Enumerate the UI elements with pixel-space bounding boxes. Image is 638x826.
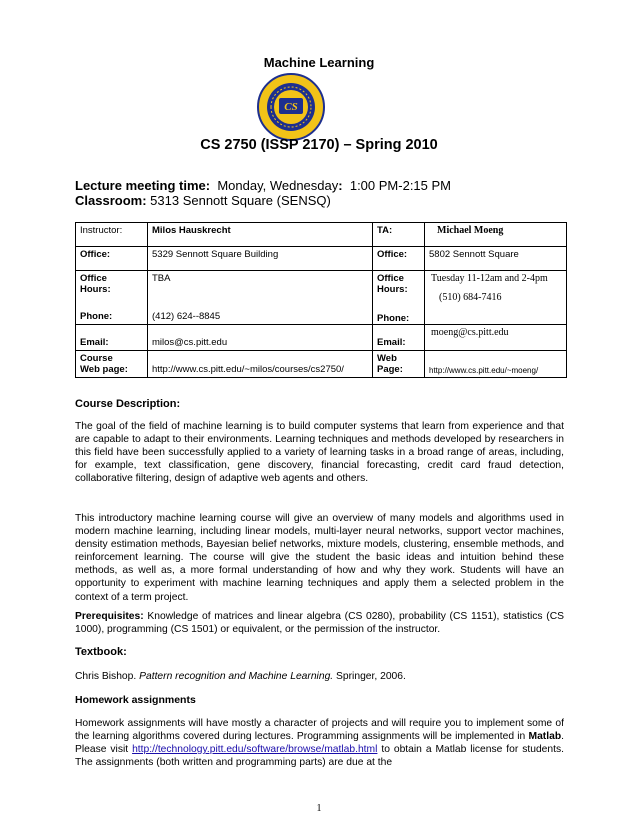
- ta-hours-label-1: Office: [377, 273, 404, 284]
- prerequisites-label: Prerequisites:: [75, 611, 144, 622]
- hours-label-2: Hours:: [80, 284, 111, 295]
- ta-email: moeng@cs.pitt.edu: [425, 325, 567, 351]
- course-web-label-1: Course: [80, 353, 113, 364]
- description-heading: Course Description:: [75, 398, 181, 410]
- page-number: 1: [316, 803, 322, 814]
- ta-phone: (510) 684-7416: [439, 292, 502, 303]
- homework-paragraph: [75, 717, 564, 769]
- ta-hours-label-2: Hours:: [377, 284, 408, 295]
- instructor-label: Instructor:: [76, 223, 148, 247]
- ta-hours-phone: [425, 271, 567, 325]
- university-seal-logo: [257, 73, 325, 141]
- instructor-web-link[interactable]: http://www.cs.pitt.edu/~milos/courses/cs2750/: [148, 351, 373, 378]
- email-label: Email:: [76, 325, 148, 351]
- description-paragraph-1: The goal of the field of machine learning is to build computer systems that learn from experience and that are capable to adapt to their environments. Learning techniques and methods developed by researchers in this field have been successfully applied to a variety of learning tasks in a broad range of areas, including, for example, text classification, gene discovery, financial forecasting, credit card fraud detection, collaborative filtering, design of adaptive web agents and others.: [75, 421, 564, 485]
- instructor-phone: (412) 624--8845: [152, 311, 221, 322]
- ta-hours-phone-labels: [373, 271, 425, 325]
- homework-text-b: . Please visit: [75, 731, 564, 756]
- ta-name: Michael Moeng: [425, 223, 567, 247]
- lecture-label: Lecture meeting time:: [75, 178, 211, 193]
- prerequisites: [75, 610, 564, 636]
- prerequisites-text: Knowledge of matrices and linear algebra (CS 0280), probability (CS 1151), statistics (CS 1000), programming (CS 1501) or equivalent, or the permission of the instructor.: [75, 611, 564, 636]
- textbook-heading: Textbook:: [75, 646, 127, 658]
- instructor-office: 5329 Sennott Square Building: [148, 247, 373, 271]
- homework-text-c: to obtain a Matlab license for students. The assignments (both written and programming parts) are due at the: [75, 744, 564, 769]
- textbook-publisher: Springer, 2006.: [333, 671, 406, 682]
- ta-web-link[interactable]: http://www.cs.pitt.edu/~moeng/: [425, 351, 567, 378]
- textbook-line: [75, 670, 564, 683]
- instructor-hours: TBA: [152, 273, 171, 284]
- instructor-hours-phone: [148, 271, 373, 325]
- homework-matlab: Matlab: [528, 731, 562, 743]
- classroom-label: Classroom:: [75, 193, 147, 208]
- description-paragraph-2: This introductory machine learning course will give an overview of many models and algorithms used in modern machine learning, including linear models, multi-layer neural networks, support vector machines, density estimation methods, Bayesian belief networks, mixture models, clustering, ensemble methods, and reinforcement learning. The course will give the student the basic ideas and intuition behind these methods, as well as, a more formal understanding of how and why they work. Students will have an opportunity to experiment with machine learning techniques and apply them a selected problem in the context of a term project.: [75, 513, 564, 603]
- hours-label-1: Office: [80, 273, 107, 284]
- instructor-name: Milos Hauskrecht: [148, 223, 373, 247]
- homework-heading: Homework assignments: [75, 694, 196, 706]
- hours-and-phone-labels: [76, 271, 148, 325]
- lecture-time: 1:00 PM-2:15 PM: [349, 178, 451, 193]
- ta-office-label: Office:: [373, 247, 425, 271]
- homework-text-a: Homework assignments will have mostly a character of projects and will require you to implement some of the learning algorithms covered during lectures. Programming assignments will be implemented in: [75, 718, 564, 743]
- ta-office: 5802 Sennott Square: [425, 247, 567, 271]
- ta-label: TA:: [373, 223, 425, 247]
- svg-text:CS: CS: [284, 101, 298, 113]
- course-web-label-2: Web page:: [80, 364, 128, 375]
- matlab-license-link[interactable]: http://technology.pitt.edu/software/browse/matlab.html: [132, 744, 378, 756]
- lecture-days: Monday, Wednesday: [217, 178, 339, 193]
- textbook-title: Pattern recognition and Machine Learning.: [139, 671, 334, 682]
- ta-phone-label: Phone:: [377, 313, 410, 324]
- page-title: Machine Learning: [263, 55, 375, 70]
- instructor-email: milos@cs.pitt.edu: [148, 325, 373, 351]
- ta-email-label: Email:: [373, 325, 425, 351]
- ta-web-label-1: Web: [377, 353, 397, 364]
- ta-web-label: [373, 351, 425, 378]
- contact-table: [75, 222, 567, 378]
- classroom-value: 5313 Sennott Square (SENSQ): [150, 193, 331, 208]
- classroom-line: [75, 193, 331, 208]
- ta-web-label-2: Page:: [377, 364, 403, 375]
- lecture-time-line: Lecture meeting time: Monday, Wednesday: 1:00 PM-2:15 PM: [75, 178, 451, 193]
- phone-label: Phone:: [80, 311, 113, 322]
- ta-hours: Tuesday 11-12am and 2-4pm: [431, 273, 548, 284]
- course-web-label: [76, 351, 148, 378]
- office-label: Office:: [76, 247, 148, 271]
- textbook-author: Chris Bishop.: [75, 671, 140, 682]
- course-title: CS 2750 (ISSP 2170) – Spring 2010: [200, 137, 438, 153]
